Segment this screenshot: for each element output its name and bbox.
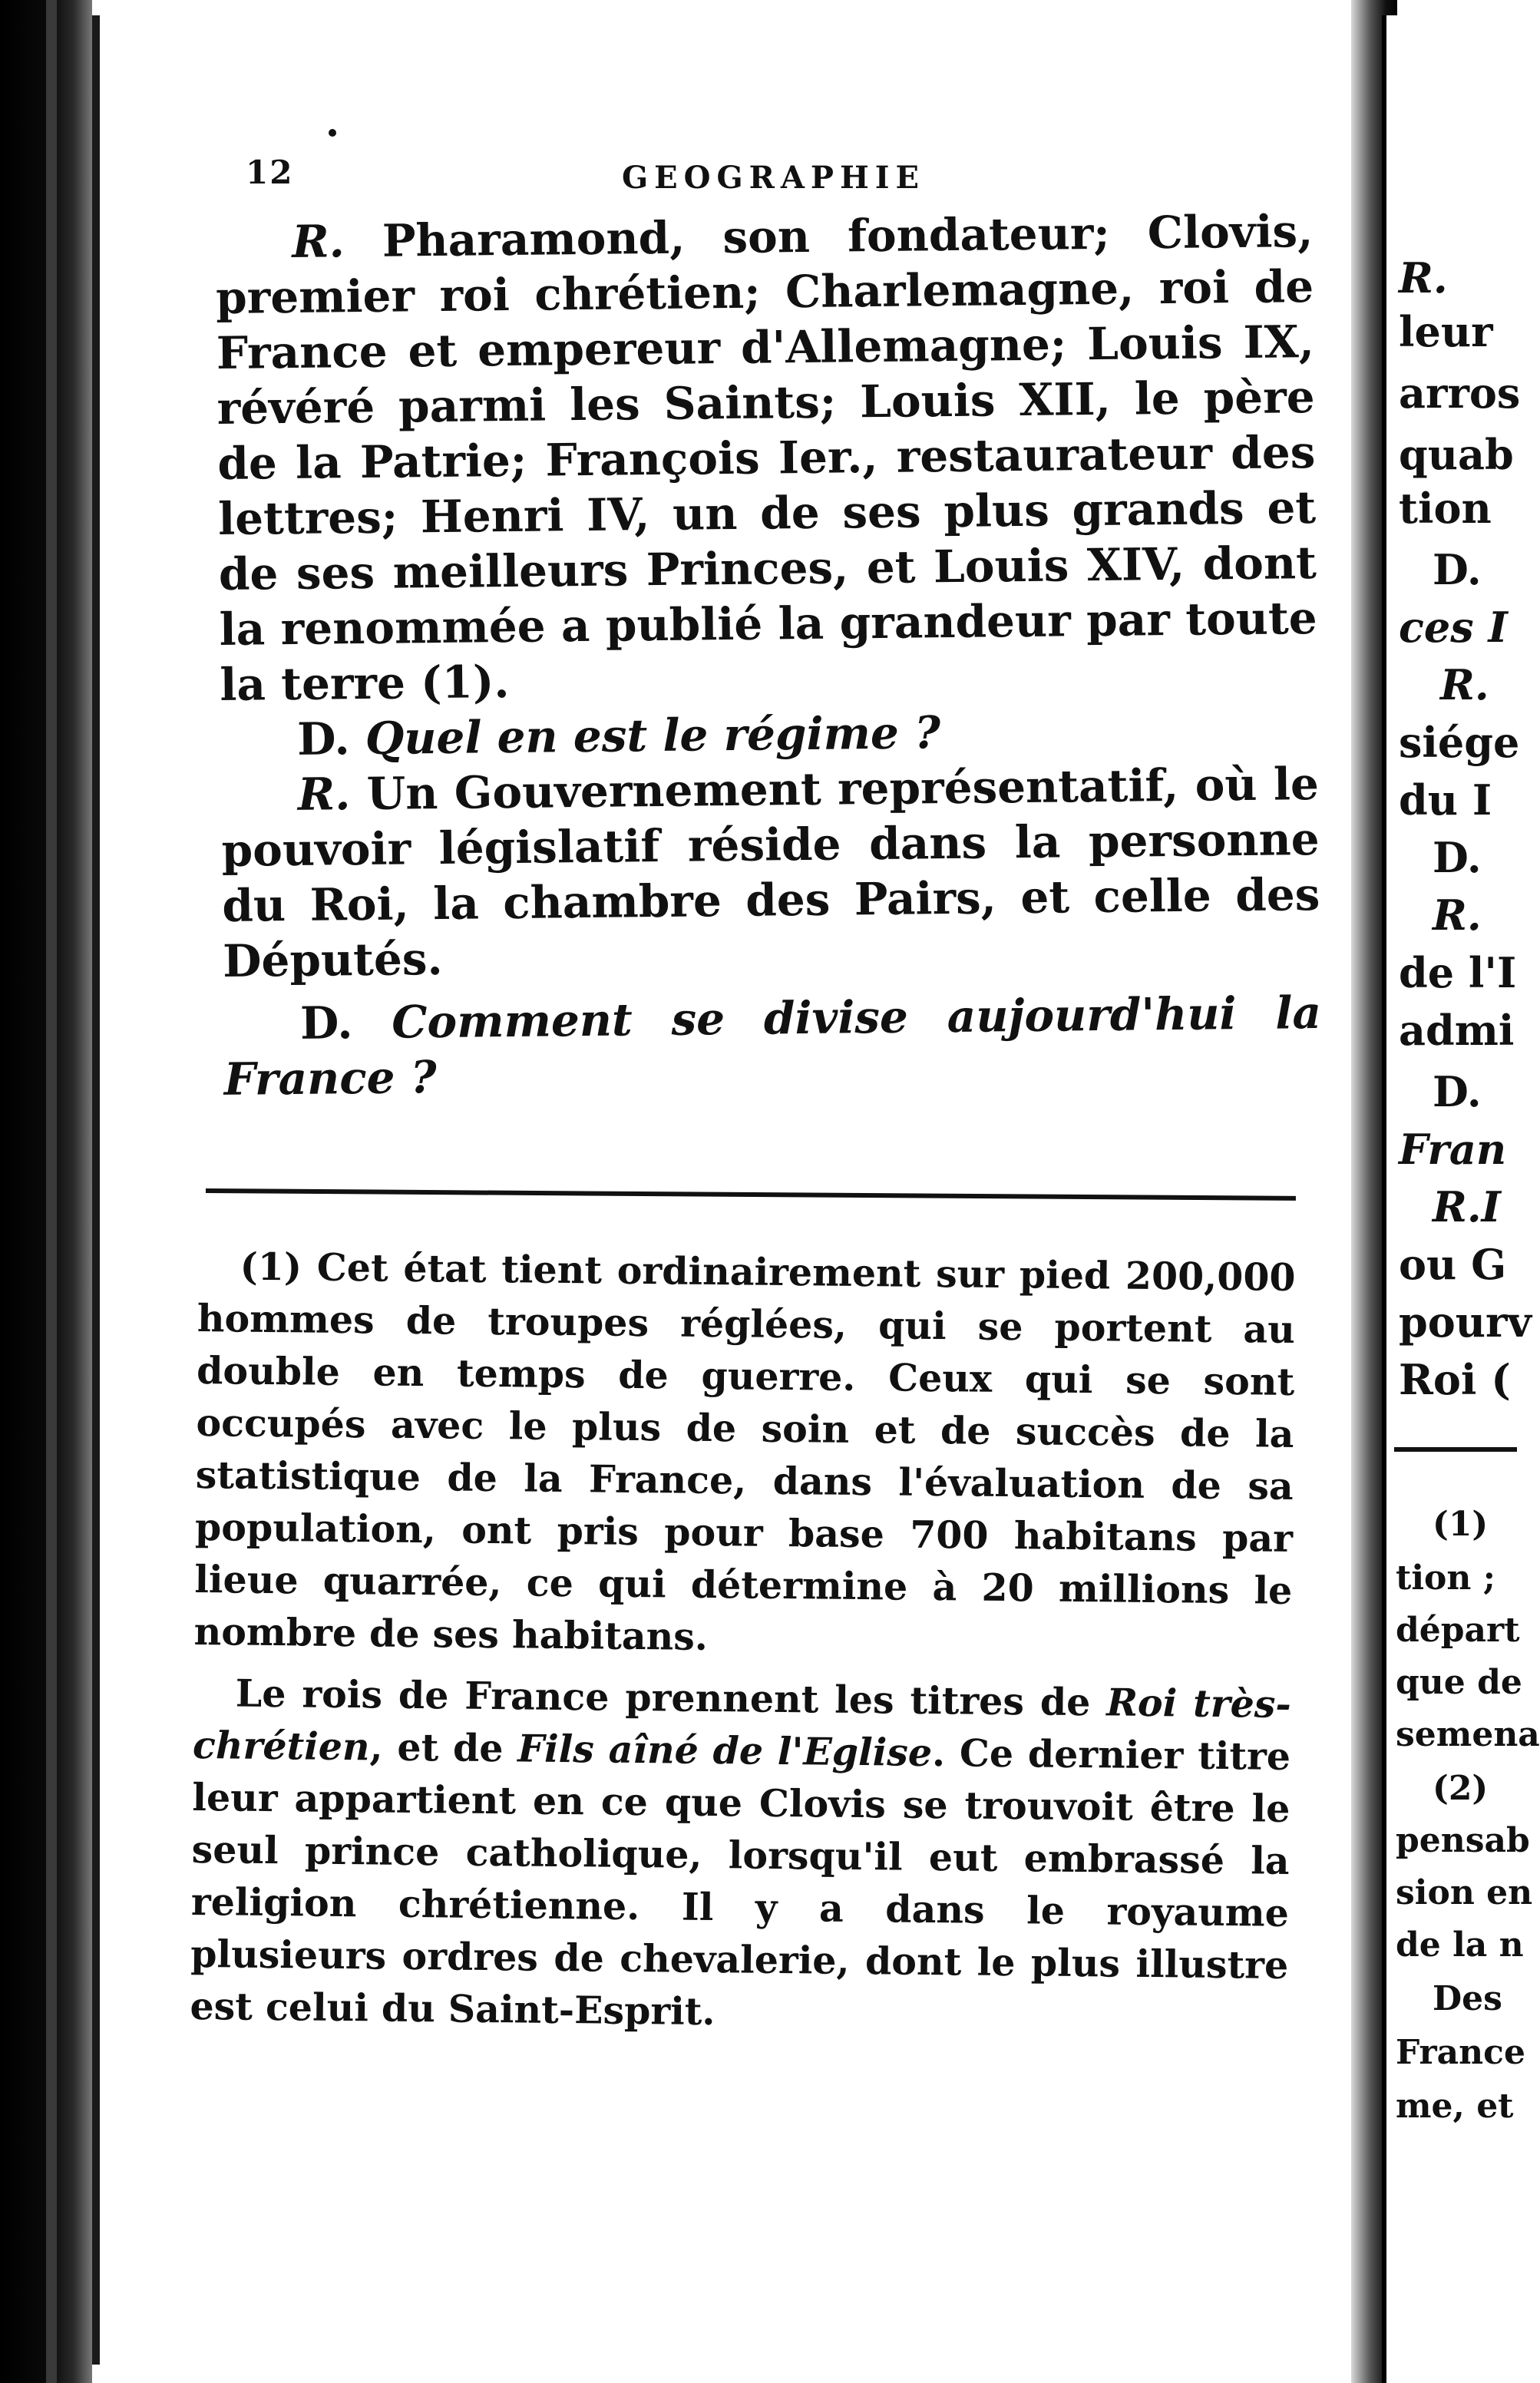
ink-speck <box>329 129 336 137</box>
right-page-line: Fran <box>1399 1125 1507 1174</box>
footnote-italic-title: Roi très-chrétien <box>192 1680 1292 1770</box>
right-page-fragment <box>1382 15 1540 2383</box>
footnote-text: Le rois de France prennent les titres de <box>235 1671 1107 1725</box>
main-text <box>215 203 1322 1107</box>
answer-paragraph-1 <box>215 203 1318 712</box>
right-page-note-line: semena <box>1396 1715 1540 1754</box>
right-page-line: de l'I <box>1399 948 1517 997</box>
right-page-line: R.I <box>1433 1182 1501 1231</box>
right-page-note-line: (1) <box>1433 1505 1489 1544</box>
binding-line <box>46 0 57 2383</box>
question-marker: D. <box>299 996 353 1049</box>
right-page-rule <box>1394 1447 1517 1452</box>
right-page-line: pourv <box>1399 1297 1532 1347</box>
right-page-line: arros <box>1399 369 1521 418</box>
footnote-text: , et de <box>369 1724 518 1771</box>
answer-marker: R. <box>297 768 351 821</box>
right-page-note-line: de la n <box>1396 1925 1524 1965</box>
right-page-note-line: départ <box>1396 1611 1520 1650</box>
right-page-line: du I <box>1399 775 1492 825</box>
right-page-line: tion <box>1399 484 1492 533</box>
page-header <box>230 154 1382 200</box>
right-page-line: ou G <box>1399 1240 1507 1289</box>
right-page-line: admi <box>1399 1006 1515 1055</box>
footnote-text: . Ce dernier titre leur appartient en ce que Clovis se trouvoit être le seul prince catholique, lorsqu'il eut embrassé la religion chrétienne. Il y a dans le royaume plusieurs ordres de chevalerie, dont le plus illustre est celui du Saint-Esprit. <box>190 1730 1291 2034</box>
page-number: 12 <box>246 154 294 191</box>
right-page-note-line: (2) <box>1433 1769 1489 1808</box>
right-page-line: leur <box>1399 307 1493 356</box>
right-page-line: R. <box>1440 660 1489 709</box>
right-page-line: siége <box>1399 718 1520 767</box>
right-page-line: ces I <box>1399 603 1508 652</box>
answer-text: Pharamond, son fondateur; Clovis, premier roi chrétien; Charlemagne, roi de France et empereur d'Allemagne; Louis IX, révéré parmi les Saints; Louis XII, le père de la Patrie; François Ier., restaurateur des lettres; Henri IV, un de ses plus grands et de ses meilleurs Princes, et Louis XIV, dont la renommée a publié la grandeur par toute la terre (1). <box>215 205 1317 711</box>
answer-marker: R. <box>292 215 345 268</box>
footnote-paragraph-2 <box>190 1667 1291 2044</box>
right-page-line: D. <box>1433 1067 1482 1116</box>
right-page-note-line: Des <box>1433 1979 1502 2018</box>
running-head: GEOGRAPHIE <box>622 160 925 196</box>
footnotes <box>190 1240 1296 2044</box>
question-marker: D. <box>296 712 350 765</box>
right-page-line: D. <box>1433 545 1482 594</box>
right-page-note-line: tion ; <box>1396 1558 1495 1598</box>
question-text: Comment se divise aujourd'hui la France ? <box>223 986 1322 1106</box>
footnote-1: (1) Cet état tient ordinairement sur pied 200,000 hommes de troupes réglées, qui se portent au double en temps de guerre. Ceux qui se sont occupés avec le plus de soin et de succès de la statistique de la France, dans l'évaluation de sa population, ont pris pour base 700 habitans par lieue quarrée, ce qui détermine à 20 millions le nombre de ses habitans. <box>193 1244 1296 1659</box>
right-page-note-line: pensab <box>1396 1821 1530 1860</box>
right-page-note-line: que de <box>1396 1663 1522 1702</box>
right-page-line: R. <box>1433 891 1482 940</box>
right-page-note-line: me, et <box>1396 2087 1514 2126</box>
footnote-italic-title: Fils aîné de l'Eglise <box>517 1726 933 1776</box>
right-page-line: R. <box>1399 253 1448 302</box>
right-page-line: Roi ( <box>1399 1355 1511 1404</box>
right-page-line: quab <box>1399 430 1514 479</box>
right-page-note-line: France <box>1396 2033 1525 2072</box>
answer-paragraph-2 <box>221 756 1321 989</box>
right-page-line: D. <box>1433 833 1482 882</box>
question-text: Quel en est le régime ? <box>349 706 941 765</box>
right-page-note-line: sion en <box>1396 1873 1533 1912</box>
answer-text: Un Gouvernement représentatif, où le pouvoir législatif réside dans la personne du Roi, la chambre des Pairs, et celle des Députés. <box>221 757 1320 987</box>
question-paragraph-2 <box>223 985 1322 1107</box>
